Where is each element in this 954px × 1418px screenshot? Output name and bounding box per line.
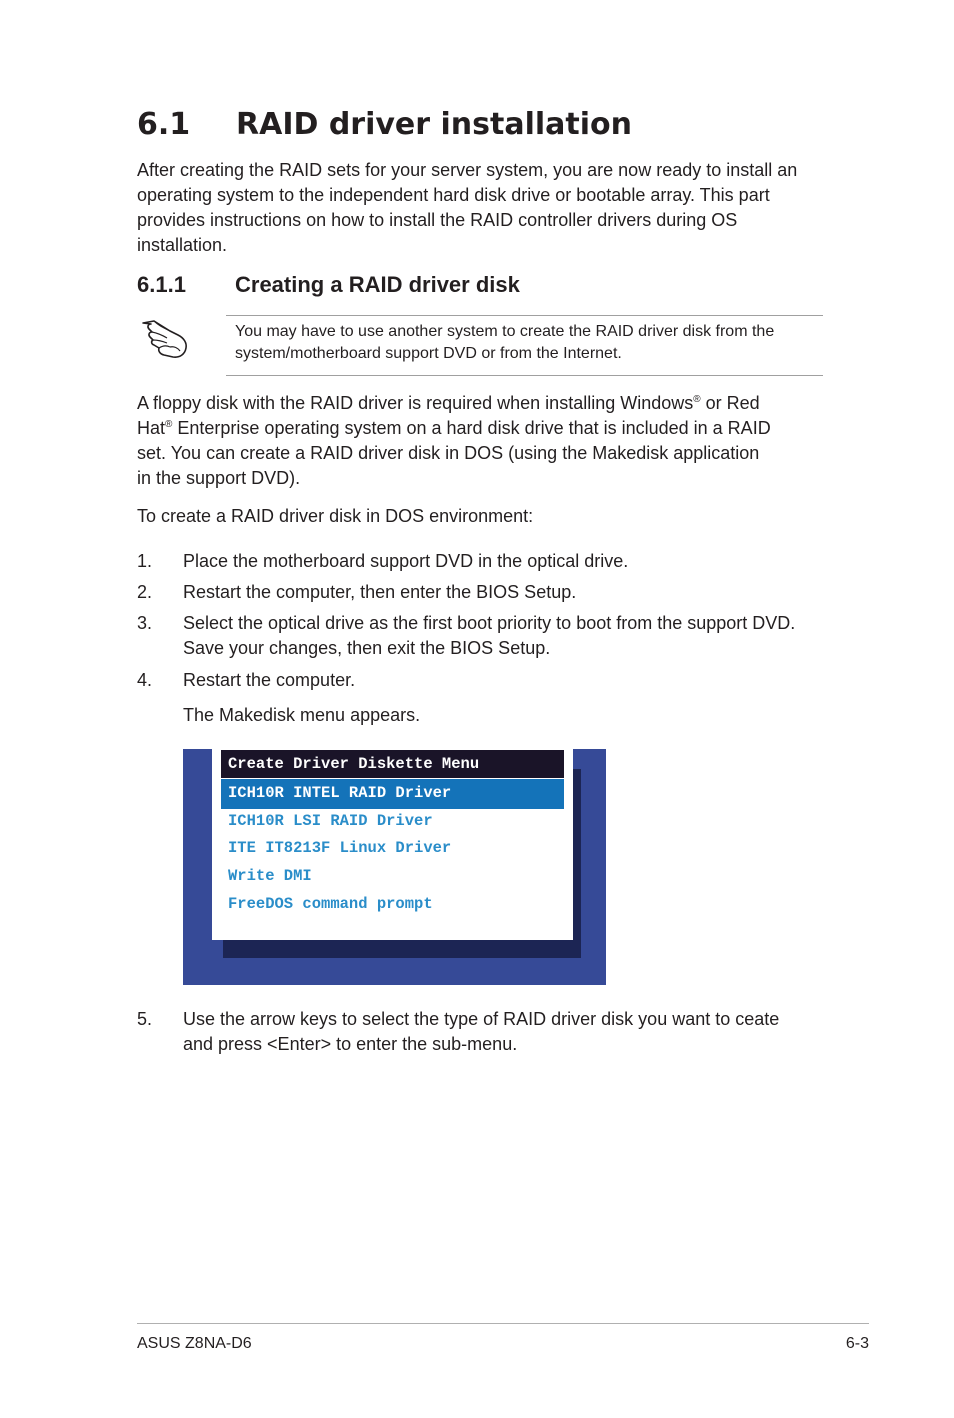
step-number: 4. [137, 670, 153, 690]
note-text: You may have to use another system to create the RAID driver disk from the system/motherboard support DVD or from the Internet. [235, 323, 775, 362]
footer-rule [137, 1323, 869, 1324]
floppy-text-2: or Red Hat [137, 393, 760, 438]
menu-item-freedos[interactable] [221, 890, 564, 918]
registered-mark: ® [165, 419, 173, 430]
step-text: Restart the computer. [183, 670, 356, 690]
step-text: Use the arrow keys to select the type of RAID driver disk you want to ceate and press <Enter> to enter the sub-menu. [183, 1009, 780, 1054]
note-top-rule [226, 315, 823, 316]
registered-mark: ® [693, 394, 701, 405]
step-text: Restart the computer, then enter the BIOS Setup. [183, 582, 577, 602]
floppy-paragraph [137, 391, 777, 491]
menu-item-ich10r-intel[interactable] [221, 779, 564, 809]
menu-item-ich10r-lsi[interactable] [221, 807, 564, 835]
menu-item-label: ICH10R INTEL RAID Driver [228, 784, 452, 802]
note-bottom-rule [226, 375, 823, 376]
menu-item-ite-linux[interactable] [221, 834, 564, 862]
section-heading [137, 105, 632, 145]
pointing-hand-icon [140, 317, 190, 361]
menu-item-write-dmi[interactable] [221, 862, 564, 890]
step-number: 1. [137, 551, 153, 571]
menu-title-text: Create Driver Diskette Menu [228, 755, 480, 773]
step-number: 2. [137, 582, 153, 602]
section-title: RAID driver installation [236, 107, 633, 142]
menu-title [221, 750, 564, 778]
floppy-text-3: Enterprise operating system on a hard disk drive that is included in a RAID set. You can create a RAID driver disk in DOS (using the Makedisk application in the support DVD). [137, 418, 771, 488]
makedisk-appears-text: The Makedisk menu appears. [183, 705, 421, 725]
section-number: 6.1 [137, 107, 191, 142]
intro-paragraph: After creating the RAID sets for your server system, you are now ready to install an operating system to the independent hard disk drive or bootable array. This part provides instructions on how to install the RAID controller drivers during OS installation. [137, 160, 798, 255]
footer-product: ASUS Z8NA-D6 [137, 1335, 252, 1352]
subsection-title: Creating a RAID driver disk [235, 272, 520, 297]
step-number: 5. [137, 1009, 153, 1029]
menu-item-label: ICH10R LSI RAID Driver [228, 812, 433, 830]
subsection-number: 6.1.1 [137, 272, 186, 297]
step-text: Select the optical drive as the first boot priority to boot from the support DVD. Save your changes, then exit the BIOS Setup. [183, 613, 796, 658]
dos-intro: To create a RAID driver disk in DOS environment: [137, 506, 534, 526]
subsection-heading [137, 270, 520, 300]
footer-page-number: 6-3 [845, 1335, 869, 1352]
floppy-text-1: A floppy disk with the RAID driver is required when installing Windows [137, 393, 694, 413]
menu-item-label: Write DMI [228, 867, 312, 885]
step-text: Place the motherboard support DVD in the optical drive. [183, 551, 629, 571]
menu-item-label: FreeDOS command prompt [228, 895, 433, 913]
step-number: 3. [137, 613, 153, 633]
menu-item-label: ITE IT8213F Linux Driver [228, 839, 452, 857]
